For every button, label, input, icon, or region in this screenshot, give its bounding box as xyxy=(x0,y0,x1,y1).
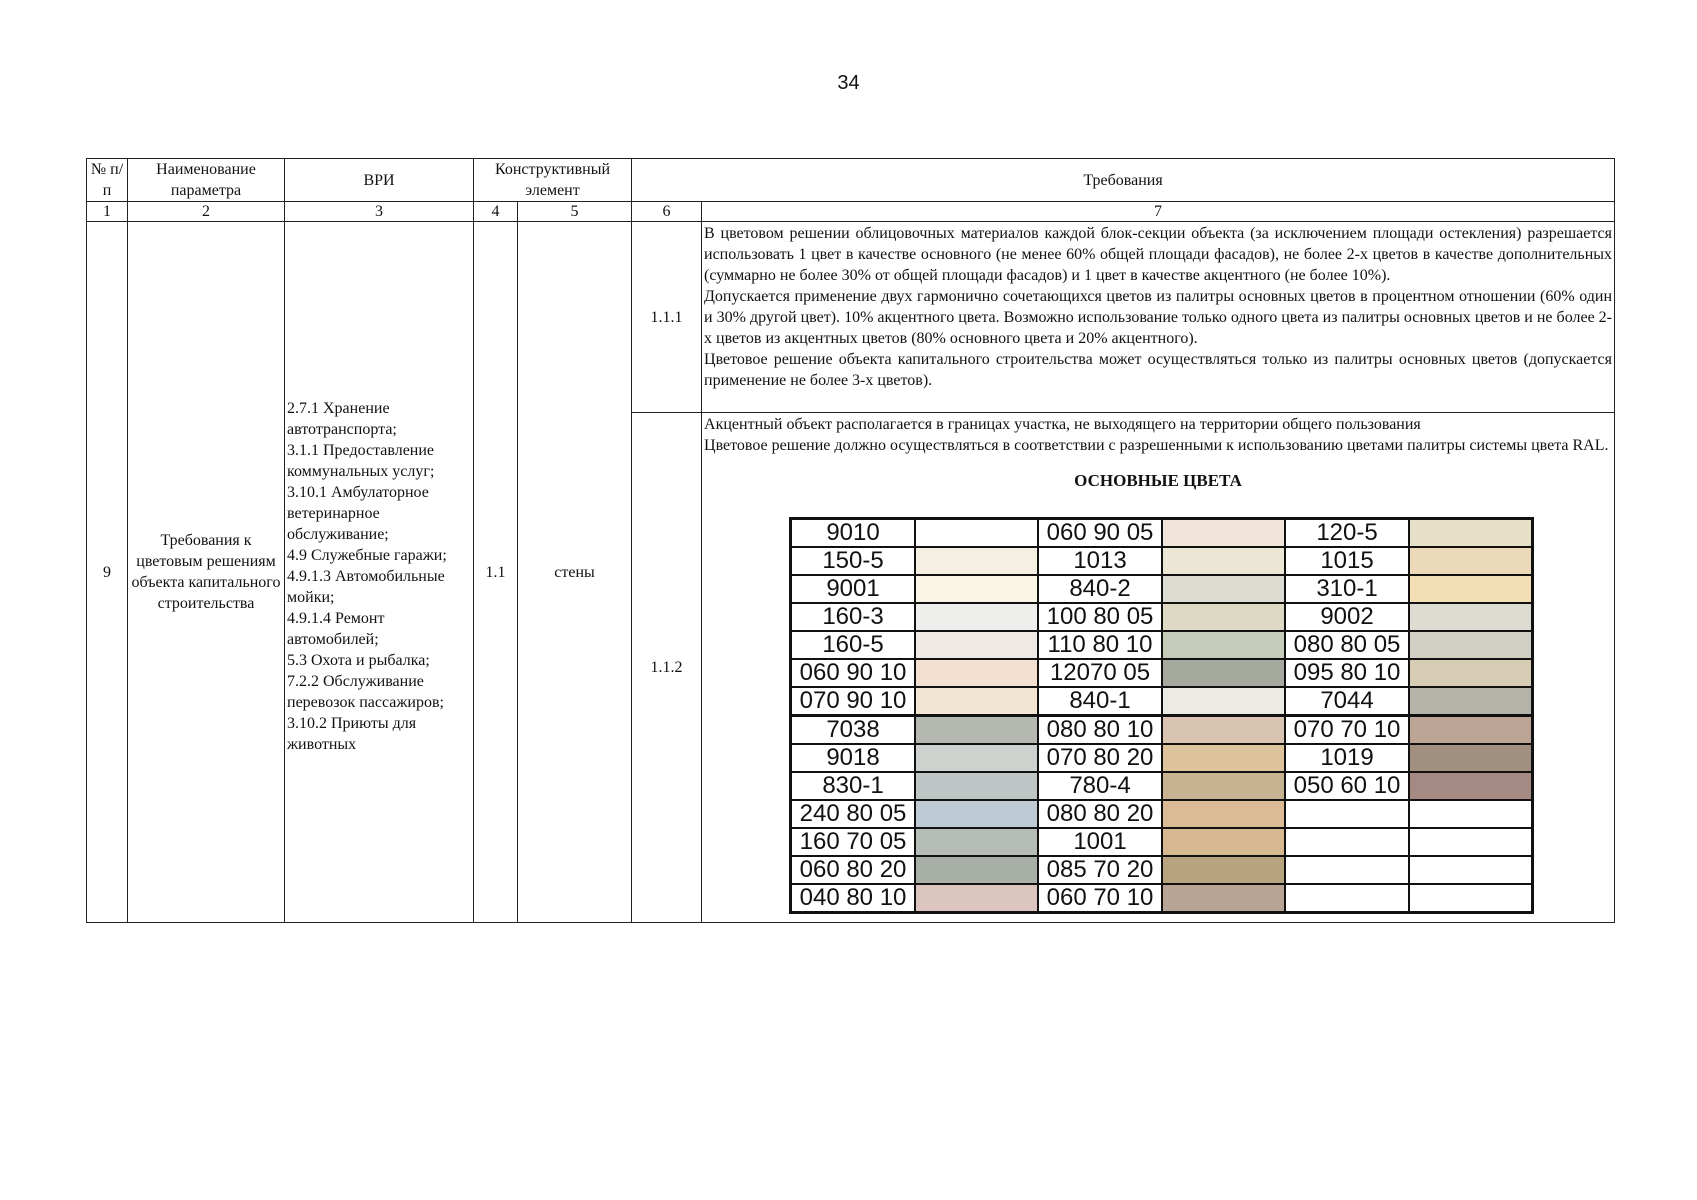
color-code: 9010 xyxy=(791,519,916,548)
vri-item: 3.10.2 Приюты для животных xyxy=(287,714,417,753)
palette-row xyxy=(791,603,1533,631)
palette-row xyxy=(791,716,1533,745)
color-code: 1001 xyxy=(1038,828,1162,856)
color-code: 040 80 10 xyxy=(791,884,916,913)
color-code: 9002 xyxy=(1285,603,1409,631)
vri-item: 4.9.1.3 Автомобильные мойки; xyxy=(287,567,445,606)
color-code: 840-1 xyxy=(1038,687,1162,716)
element-code: 1.1 xyxy=(474,222,518,923)
header-vri: ВРИ xyxy=(285,159,474,202)
color-code: 160-5 xyxy=(791,631,916,659)
color-code: 080 80 05 xyxy=(1285,631,1409,659)
requirement-paragraph: Допускается применение двух гармонично сочетающихся цветов из палитры основных цветов в процентном отношении (60% один и 30% другой цвет). 10% акцентного цвета. Возможно использование только одного цвета из палитры основных цветов и не более 2-х цветов из акцентных цветов (80% основного цвета и 20% акцентного). xyxy=(704,288,1613,347)
color-swatch xyxy=(915,716,1038,745)
color-swatch xyxy=(1409,603,1533,631)
color-code: 12070 05 xyxy=(1038,659,1162,687)
color-code: 7038 xyxy=(791,716,916,745)
header-element: Конструктивный элемент xyxy=(474,159,632,202)
color-swatch xyxy=(915,772,1038,800)
color-code: 7044 xyxy=(1285,687,1409,716)
color-swatch xyxy=(1409,659,1533,687)
color-swatch xyxy=(1409,547,1533,575)
color-swatch xyxy=(1409,575,1533,603)
color-swatch xyxy=(1162,575,1285,603)
color-code xyxy=(1285,800,1409,828)
color-swatch xyxy=(915,744,1038,772)
color-code: 070 90 10 xyxy=(791,687,916,716)
color-swatch xyxy=(915,603,1038,631)
color-code: 160-3 xyxy=(791,603,916,631)
requirements-table xyxy=(86,158,1615,923)
requirement-paragraph: Акцентный объект располагается в границах участка, не выходящего на территории общего пользования xyxy=(704,416,1421,433)
color-swatch xyxy=(1409,856,1533,884)
vri-item: 5.3 Охота и рыбалка; xyxy=(287,651,430,669)
color-swatch xyxy=(1409,800,1533,828)
color-code: 070 80 20 xyxy=(1038,744,1162,772)
color-code: 060 70 10 xyxy=(1038,884,1162,913)
palette-row xyxy=(791,744,1533,772)
color-swatch xyxy=(1162,828,1285,856)
palette-title: ОСНОВНЫЕ ЦВЕТА xyxy=(1074,471,1242,490)
vri-item: 4.9.1.4 Ремонт автомобилей; xyxy=(287,609,385,648)
color-code: 060 80 20 xyxy=(791,856,916,884)
color-code: 9001 xyxy=(791,575,916,603)
requirements-text-1 xyxy=(702,222,1615,413)
color-swatch xyxy=(915,687,1038,716)
page-number: 34 xyxy=(837,72,860,94)
color-code: 085 70 20 xyxy=(1038,856,1162,884)
header-row xyxy=(87,159,1615,202)
color-swatch xyxy=(915,828,1038,856)
color-code: 1019 xyxy=(1285,744,1409,772)
color-code: 160 70 05 xyxy=(791,828,916,856)
palette-row xyxy=(791,772,1533,800)
color-swatch xyxy=(1162,631,1285,659)
color-swatch xyxy=(1409,687,1533,716)
numbering-cell: 6 xyxy=(632,202,702,222)
color-swatch xyxy=(1162,884,1285,913)
vri-item: 3.10.1 Амбулаторное ветеринарное обслуживание; xyxy=(287,483,429,543)
row-vri xyxy=(285,222,474,923)
vri-item: 7.2.2 Обслуживание перевозок пассажиров; xyxy=(287,672,444,711)
color-swatch xyxy=(915,800,1038,828)
color-code: 095 80 10 xyxy=(1285,659,1409,687)
color-swatch xyxy=(1162,603,1285,631)
requirements-text-2 xyxy=(702,413,1615,923)
palette-row xyxy=(791,631,1533,659)
color-swatch xyxy=(1409,772,1533,800)
color-code: 060 90 10 xyxy=(791,659,916,687)
color-swatch xyxy=(1162,772,1285,800)
requirement-paragraph: В цветовом решении облицовочных материалов каждой блок-секции объекта (за исключением площади остекления) разрешается использовать 1 цвет в качестве основного (не менее 60% общей площади фасадов), не более 2-х цветов в качестве дополнительных (суммарно не более 30% от общей площади фасадов) и 1 цвет в качестве акцентного (не более 10%). xyxy=(704,225,1613,284)
color-code xyxy=(1285,884,1409,913)
color-code: 150-5 xyxy=(791,547,916,575)
palette-row xyxy=(791,575,1533,603)
color-swatch xyxy=(1162,856,1285,884)
palette-row xyxy=(791,828,1533,856)
color-swatch xyxy=(1162,547,1285,575)
palette-row xyxy=(791,800,1533,828)
numbering-cell: 2 xyxy=(128,202,285,222)
color-code: 120-5 xyxy=(1285,519,1409,548)
vri-item: 4.9 Служебные гаражи; xyxy=(287,546,447,564)
color-code: 100 80 05 xyxy=(1038,603,1162,631)
color-swatch xyxy=(915,547,1038,575)
color-swatch xyxy=(915,856,1038,884)
vri-item: 3.1.1 Предоставление коммунальных услуг; xyxy=(287,441,435,480)
sub-code-2: 1.1.2 xyxy=(632,413,702,923)
sub-code-1: 1.1.1 xyxy=(632,222,702,413)
header-requirements: Требования xyxy=(632,159,1615,202)
color-swatch xyxy=(1409,716,1533,745)
color-swatch xyxy=(1409,884,1533,913)
color-code: 070 70 10 xyxy=(1285,716,1409,745)
color-swatch xyxy=(1409,828,1533,856)
header-param: Наименование параметра xyxy=(128,159,285,202)
header-num: № п/п xyxy=(87,159,128,202)
color-code: 1013 xyxy=(1038,547,1162,575)
color-swatch xyxy=(1162,800,1285,828)
color-code: 310-1 xyxy=(1285,575,1409,603)
numbering-row xyxy=(87,202,1615,222)
color-swatch xyxy=(1162,716,1285,745)
color-code: 840-2 xyxy=(1038,575,1162,603)
color-code: 080 80 20 xyxy=(1038,800,1162,828)
row-param: Требования к цветовым решениям объекта капитального строительства xyxy=(128,222,285,923)
color-swatch xyxy=(1162,744,1285,772)
color-swatch xyxy=(1409,519,1533,548)
color-code: 050 60 10 xyxy=(1285,772,1409,800)
numbering-cell: 4 xyxy=(474,202,518,222)
requirement-paragraph: Цветовое решение объекта капитального строительства может осуществляться только из палитры основных цветов (допускается применение не более 3-х цветов). xyxy=(704,351,1613,389)
numbering-cell: 1 xyxy=(87,202,128,222)
color-swatch xyxy=(915,659,1038,687)
color-code: 080 80 10 xyxy=(1038,716,1162,745)
color-code xyxy=(1285,828,1409,856)
color-code: 060 90 05 xyxy=(1038,519,1162,548)
color-code: 1015 xyxy=(1285,547,1409,575)
color-code: 780-4 xyxy=(1038,772,1162,800)
row-num: 9 xyxy=(87,222,128,923)
palette-row xyxy=(791,856,1533,884)
color-swatch xyxy=(1162,687,1285,716)
palette-row xyxy=(791,884,1533,913)
color-swatch xyxy=(915,631,1038,659)
table-row xyxy=(87,222,1615,413)
element-name: стены xyxy=(518,222,632,923)
color-code: 9018 xyxy=(791,744,916,772)
color-swatch xyxy=(1162,519,1285,548)
color-swatch xyxy=(915,884,1038,913)
color-code: 110 80 10 xyxy=(1038,631,1162,659)
numbering-cell: 5 xyxy=(518,202,632,222)
color-palette-table xyxy=(789,517,1534,914)
vri-item: 2.7.1 Хранение автотранспорта; xyxy=(287,399,397,438)
color-swatch xyxy=(915,575,1038,603)
palette-row xyxy=(791,687,1533,716)
color-swatch xyxy=(915,519,1038,548)
palette-row xyxy=(791,547,1533,575)
numbering-cell: 3 xyxy=(285,202,474,222)
numbering-cell: 7 xyxy=(702,202,1615,222)
palette-row xyxy=(791,519,1533,548)
color-swatch xyxy=(1162,659,1285,687)
color-code: 830-1 xyxy=(791,772,916,800)
color-code xyxy=(1285,856,1409,884)
color-swatch xyxy=(1409,631,1533,659)
palette-row xyxy=(791,659,1533,687)
color-swatch xyxy=(1409,744,1533,772)
requirement-paragraph: Цветовое решение должно осуществляться в соответствии с разрешенными к использованию цветами палитры системы цвета RAL. xyxy=(704,437,1609,454)
color-code: 240 80 05 xyxy=(791,800,916,828)
